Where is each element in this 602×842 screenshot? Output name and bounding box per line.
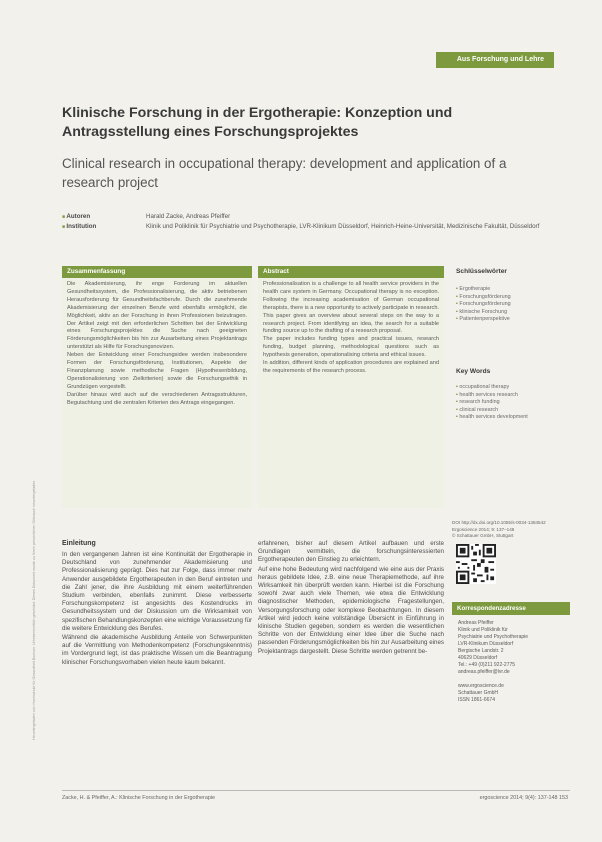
meta-authors-key: ■ Autoren	[62, 212, 146, 222]
section-tag: Aus Forschung und Lehre	[436, 52, 554, 68]
meta-authors	[62, 212, 542, 222]
article-meta	[62, 212, 542, 232]
summary-paragraph: Darüber hinaus wird auch auf die verschiedenen Antragsstrukturen, Begutachtung und die zentralen Kriterien des Antrags eingegangen.	[67, 391, 247, 406]
keyword-de: ▪ klinische Forschung	[456, 309, 566, 317]
article-title-german: Klinische Forschung in der Ergotherapie: Konzeption und Antragsstellung eines Forschungsprojektes	[62, 105, 453, 140]
footer-divider	[62, 790, 570, 791]
intro-paragraph: Während die akademische Ausbildung Anteile von Schwerpunkten auf die Vermittlung von Methodenkompetenz (Forschungskenntnis) im Vordergrund legt, ist das praktische Wissen um die Beantragung klinischer Forschungsvorhaben vielen heute kaum bekannt.	[62, 634, 252, 666]
side-download-note	[32, 120, 42, 740]
intro-column-right	[258, 540, 444, 657]
meta-authors-value: Harald Zacke, Andreas Pfeiffer	[146, 213, 231, 220]
meta-institution	[62, 222, 542, 232]
contact-address: Andreas Pfeiffer Klinik und Poliklinik für Psychiatrie und Psychotherapie LVR-Klinikum Düsseldorf Bergische Landstr. 2 40629 Düsseldorf Tel.: +49 (0)211 922-2775 andreas.pfeiffer@lvr.de www.ergoscience.de Schattauer GmbH ISSN 1861-6674	[458, 620, 529, 703]
meta-institution-key: ■ Institution	[62, 222, 146, 232]
abstract-body	[258, 278, 444, 508]
footer-page-info: ergoscience 2014; 9(4): 137-148 153	[479, 795, 568, 801]
abstract-paragraph: The paper includes funding types and practical issues, research funding, budget planning, methodological questions such as hypothesis generation, operationalising criteria and ethical issues.	[263, 336, 439, 359]
keywords-en-heading: Key Words	[456, 368, 491, 375]
keyword-en: ▪ health services research	[456, 392, 566, 400]
intro-column-left	[62, 551, 252, 668]
summary-paragraph: Die Akademisierung, ihr enge Forderung im aktuellen Gesundheitssystem, die Professionalisierung, die aktiv betriebenen Herausforderung für Gesundheitsfachberufe. Durch die zunehmende Akademisierung der einzelnen Berufe wird ebenfalls ermöglicht, die Möglichkeit, aktiv an der Forschung in ihren Professionen beizutragen. Der Artikel zeigt mit den erforderlichen Schritten bei der Entwicklung eines Forschungsprojektes die Suche nach geeigneten Förderungsmöglichkeiten bis hin zur Ausarbeitung eines Projektantrags unterstützt als Hilfe für Forschungsnovizen.	[67, 281, 247, 351]
keywords-en-list	[456, 384, 566, 422]
abstract-paragraph: This paper gives an overview about several steps on the way to a research project. From identifying an idea, the search for a suitable funding source up to the drafting of a research proposal.	[263, 312, 439, 335]
abstract-heading: Abstract	[258, 266, 444, 278]
summary-paragraph: Neben der Entwicklung einer Forschungsidee werden insbesondere Formen der Forschungsförderung, Institutionen, Aspekte der Finanzplanung sowie methodische Fragen (Hypothesenbildung, Operationalisierung von Zielkriterien) sowie die Forschungsethik in Grundzügen vorgestellt.	[67, 352, 247, 390]
keyword-de: ▪ Forschungsförderung	[456, 294, 566, 302]
qr-code-icon	[456, 544, 496, 584]
meta-institution-value: Klinik und Poliklinik für Psychiatrie und Psychotherapie, LVR-Klinikum Düsseldorf, Heinrich-Heine-Universität, Medizinische Fakultät, Düsseldorf	[146, 223, 540, 230]
summary-heading: Zusammenfassung	[62, 266, 252, 278]
abstract-paragraph: Professionalisation is a challenge to all health service providers in the health care system in Germany. Occupational therapy is no exception. Following the increasing academisation of German occupational therapists, there is a new opportunity to actively participate in research.	[263, 281, 439, 311]
keyword-de: ▪ Patientenperspektive	[456, 316, 566, 324]
intro-paragraph: In den vergangenen Jahren ist eine Kontinuität der Ergotherapie in Deutschland von zunehmender Akademisierung und Professionalisierung geprägt. Dies hat zur Folge, dass immer mehr Anwender ausgebildete Ergotherapeuten in den Beruf eintreten und die Zahl jener, die ihre Ausbildung mit einem weiterführenden Studium verbinden, ebenfalls zunimmt. Diese verbesserte Forschungskompetenz ist angesichts des Kostendrucks im Gesundheitssystem und der Diskussion um die Wirksamkeit von spezifischen Behandlungskonzepten eine wichtige Voraussetzung für die weitere Entwicklung des Berufes.	[62, 551, 252, 632]
footer-citation: Zacke, H. & Pfeiffer, A.: Klinische Forschung in der Ergotherapie	[62, 795, 216, 801]
doi-info: DOI http://dx.doi.org/10.1055/s-0034-1384542 Ergoscience 2014; 9: 137–148 © Schattauer GmbH, Stuttgart	[452, 520, 546, 538]
keyword-en: ▪ occupational therapy	[456, 384, 566, 392]
intro-paragraph: erfahrenen, bisher auf diesem Artikel aufbauen und erste Grundlagen vermitteln, die forschungsinteressierten Ergotherapeuten den Einstieg zu erleichtern.	[258, 540, 444, 564]
abstract-paragraph: In addition, different kinds of application procedures are explained and the requirements of the research process.	[263, 360, 439, 374]
side-download-note-text: Heruntergeladen von: Hochschule für Gesundheit Bochum. Urheberrechtlich geschützt. Dieses Dokument wurde zu Ihrem persönlichen Gebrauch heruntergeladen.	[32, 479, 36, 740]
keyword-de: ▪ Forschungsförderung	[456, 301, 566, 309]
keyword-en: ▪ health services development	[456, 414, 566, 422]
keyword-en: ▪ clinical research	[456, 407, 566, 415]
intro-paragraph: Auf eine hohe Bedeutung wird nachfolgend wie eine aus der Praxis heraus gebildete Idee, z.B. eine neue Therapiemethode, auf ihre Wirksamkeit hin überprüft werden kann. Hierbei ist die Forschung sowohl zwar auch viele Themen, wie etwa die Entwicklung diagnostischer Methoden, epidemiologische Fragestellungen, Versorgungsforschung oder komplexe Beobachtungen. In diesem Artikel wird jedoch keine vollständige Übersicht in Einführung in klinische Studien gegeben, sondern es werden die wesentlichen Schritte von der Entwicklung einer Idee über die Suche nach passenden Förderungsmöglichkeiten bis hin zur Ausarbeitung eines Projektantrags dargestellt. Diese Schritte werden getrennt be-	[258, 565, 444, 655]
keywords-de-list	[456, 286, 566, 324]
article-title-english: Clinical research in occupational therapy: development and application of a research project	[62, 156, 507, 190]
contact-heading: Korrespondenzadresse	[452, 602, 570, 615]
keywords-de-heading: Schlüsselwörter	[456, 268, 507, 275]
summary-body	[62, 278, 252, 508]
intro-heading: Einleitung	[62, 540, 96, 547]
keyword-de: ▪ Ergotherapie	[456, 286, 566, 294]
keyword-en: ▪ research funding	[456, 399, 566, 407]
